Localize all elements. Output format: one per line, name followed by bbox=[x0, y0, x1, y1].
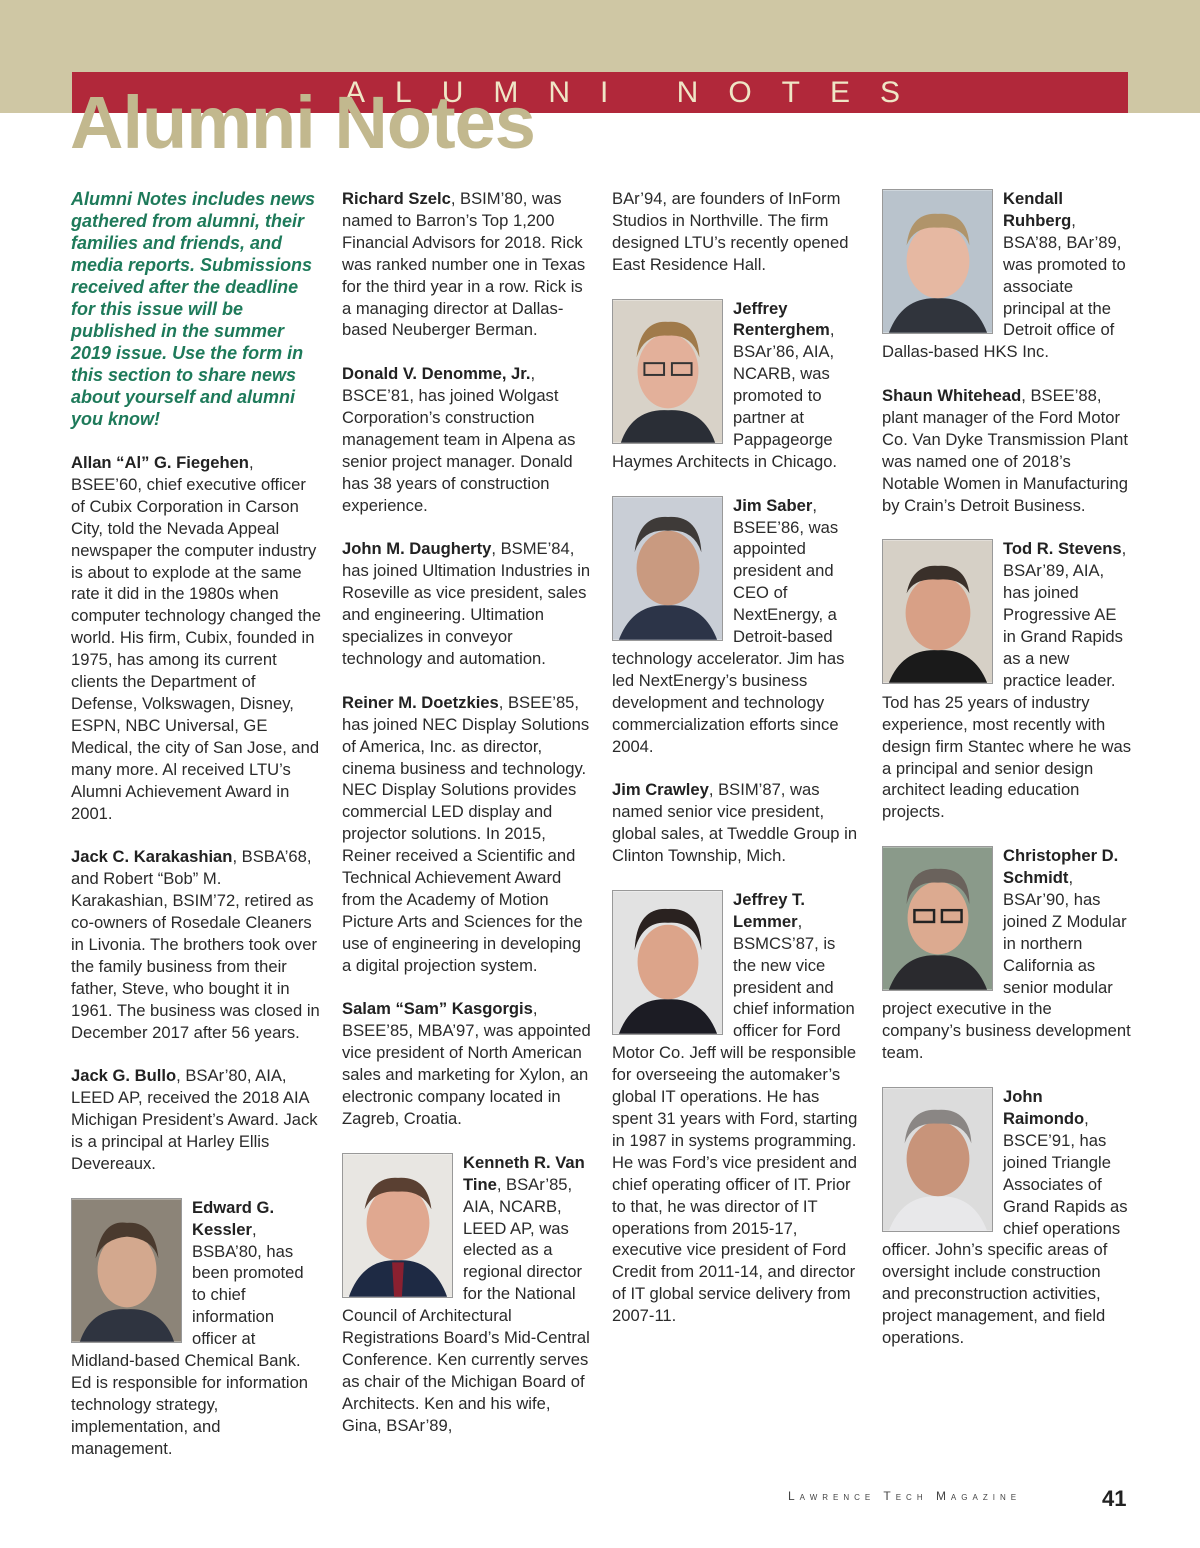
entry-text: , BSAr’90, has joined Z Modular in northern California as senior modular project executive in the company’s business development team. bbox=[882, 868, 1131, 1063]
entry-text: , BSAr’89, AIA, has joined Progressive AE in Grand Rapids as a new practice leader. Tod has 25 years of industry experience, most recently with design firm Stantec where he was a principal and senior design architect leading education projects. bbox=[882, 539, 1132, 822]
entry-text: , BSCE’91, has joined Triangle Associates of Grand Rapids as chief operations officer. John’s specific areas of oversight include construction and preconstruction activities, project management, and field operations. bbox=[882, 1109, 1128, 1348]
entry-name: Kenneth R. Van Tine bbox=[463, 1152, 585, 1194]
entry-vantine bbox=[342, 1152, 592, 1437]
entry-name: Donald V. Denomme, Jr. bbox=[342, 364, 531, 384]
entry-text: , BSEE’88, plant manager of the Ford Motor Co. Van Dyke Transmission Plant was named one of 2018’s Notable Women in Manufacturing by Crain’s Detroit Business. bbox=[882, 386, 1128, 515]
entry-renterghem bbox=[612, 298, 862, 473]
intro-text: Alumni Notes includes news gathered from alumni, their families and friends, and media reports. Submissions received after the deadline for this issue will be published in the summer 2019 issue. Use the form in this section to share news about yourself and alumni you know! bbox=[71, 189, 316, 429]
entry-text: , BSAr’86, AIA, NCARB, was promoted to partner at Pappageorge Haymes Architects in Chicago. bbox=[612, 320, 838, 471]
entry-name: Jim Saber bbox=[733, 495, 813, 515]
entry-name: Jack G. Bullo bbox=[71, 1066, 177, 1086]
portrait-photo-renterghem bbox=[612, 299, 723, 444]
entry-lemmer bbox=[612, 889, 862, 1327]
entry-crawley bbox=[612, 779, 862, 867]
portrait-renterghem-image bbox=[613, 300, 722, 443]
entry-text: , BSA’88, BAr’89, was promoted to associate principal at the Detroit office of Dallas-based HKS Inc. bbox=[882, 210, 1126, 362]
page-title: Alumni Notes bbox=[70, 81, 535, 164]
entry-text: , BSIM’80, was named to Barron’s Top 1,200 Financial Advisors for 2018. Rick was ranked number one in Texas for the third year in a row. Rick is a managing director at Dallas-based Neuberger Berman. bbox=[342, 189, 586, 340]
entry-name: Jeffrey Renterghem bbox=[733, 298, 830, 340]
entry-name: Kendall Ruhberg bbox=[1003, 189, 1072, 230]
entry-raimondo bbox=[882, 1086, 1132, 1349]
entry-saber bbox=[612, 495, 862, 758]
column-3 bbox=[612, 188, 862, 1327]
entry-whitehead bbox=[882, 385, 1132, 516]
entry-text: , BSEE’60, chief executive officer of Cubix Corporation in Carson City, told the Nevada Appeal newspaper the computer industry is about to explode at the same rate it did in the 1980s when computer technology changed the world. His firm, Cubix, founded in 1975, has among its current clients the Department of Defense, Volkswagen, Disney, ESPN, NBC Universal, GE Medical, the city of San Jose, and many more. Al received LTU’s Alumni Achievement Award in 2001. bbox=[71, 453, 322, 823]
column-2 bbox=[342, 188, 592, 1437]
entry-name: Tod R. Stevens bbox=[1003, 539, 1122, 559]
portrait-photo-saber bbox=[612, 496, 723, 641]
entry-name: Christopher D. Schmidt bbox=[1003, 846, 1119, 888]
section-spaced-title: ALUMNI NOTES bbox=[345, 76, 931, 109]
entry-doetzkies bbox=[342, 692, 592, 977]
entry-schmidt bbox=[882, 845, 1132, 1064]
entry-text: , BSAr’80, AIA, LEED AP, received the 2018 AIA Michigan President’s Award. Jack is a principal at Harley Ellis Devereaux. bbox=[71, 1066, 318, 1173]
entry-text: , BSMCS’87, is the new vice president and chief information officer for Ford Motor Co. Jeff will be responsible for overseeing the automaker’s global IT operations. He has spent 31 years with Ford, starting in 1987 in systems programming. He was Ford’s vice president and chief operating officer of IT. Prior to that, he was director of IT operations from 2015-17, executive vice president of Ford Credit from 2011-14, and director of IT global service delivery from 2007-11. bbox=[612, 911, 858, 1326]
entry-daugherty bbox=[342, 538, 592, 669]
entry-stevens bbox=[882, 538, 1132, 823]
portrait-kessler-image bbox=[72, 1199, 181, 1342]
portrait-photo-ruhberg bbox=[882, 189, 993, 334]
page-number: 41 bbox=[1102, 1486, 1127, 1511]
entry-text: , BSIM’87, was named senior vice president, global sales, at Tweddle Group in Clinton Township, Mich. bbox=[612, 780, 858, 866]
entry-name: Shaun Whitehead bbox=[882, 386, 1022, 406]
entry-name: John M. Daugherty bbox=[342, 539, 492, 559]
portrait-vantine-image bbox=[343, 1154, 452, 1297]
portrait-photo-kessler bbox=[71, 1198, 182, 1343]
entry-name: John Raimondo bbox=[1003, 1087, 1085, 1128]
portrait-photo-raimondo bbox=[882, 1087, 993, 1232]
entry-szelc bbox=[342, 188, 592, 341]
entry-vantine-continued: BAr’94, are founders of InForm Studios in Northville. The firm designed LTU’s recently opened East Residence Hall. bbox=[612, 189, 849, 274]
entry-text: , BSCE’81, has joined Wolgast Corporation’s construction management team in Alpena as senior project manager. Donald has 38 years of construction experience. bbox=[342, 364, 576, 515]
column-1 bbox=[71, 188, 321, 1460]
entry-text: , BSBA’80, has been promoted to chief information officer at Midland-based Chemical Bank. Ed is responsible for information technology strategy, implementation, and management. bbox=[71, 1219, 309, 1458]
entry-text: , BSBA’68, and Robert “Bob” M. Karakashian, BSIM’72, retired as co-owners of Rosedale Cleaners in Livonia. The brothers took over the family business from their father, Steve, who bought it in 1961. The business was closed in December 2017 after 56 years. bbox=[71, 847, 320, 1042]
entry-bullo bbox=[71, 1065, 321, 1175]
portrait-raimondo-image bbox=[883, 1088, 992, 1231]
portrait-photo-vantine bbox=[342, 1153, 453, 1298]
portrait-photo-lemmer bbox=[612, 890, 723, 1035]
entry-kasgorgis bbox=[342, 998, 592, 1129]
entry-ruhberg bbox=[882, 188, 1132, 363]
portrait-ruhberg-image bbox=[883, 190, 992, 333]
entry-name: Jack C. Karakashian bbox=[71, 847, 233, 867]
entry-name: Jim Crawley bbox=[612, 780, 709, 800]
entry-denomme bbox=[342, 363, 592, 516]
portrait-saber-image bbox=[613, 497, 722, 640]
entry-name: Richard Szelc bbox=[342, 189, 451, 208]
entry-text: , BSEE’86, was appointed president and CEO of NextEnergy, a Detroit-based technology accelerator. Jim has led NextEnergy’s business development and technology commercialization efforts since 2004. bbox=[612, 495, 845, 756]
portrait-photo-stevens bbox=[882, 539, 993, 684]
entry-karakashian bbox=[71, 846, 321, 1043]
entry-fiegehen bbox=[71, 452, 321, 824]
entry-name: Edward G. Kessler bbox=[192, 1197, 275, 1239]
portrait-stevens-image bbox=[883, 540, 992, 683]
portrait-schmidt-image bbox=[883, 847, 992, 990]
entry-name: Allan “Al” G. Fiegehen bbox=[71, 453, 249, 472]
entry-text: , BSAr’85, AIA, NCARB, LEED AP, was elected as a regional director for the National Council of Architectural Registrations Board’s Mid-Central Conference. Ken currently serves as chair of the Michigan Board of Architects. Ken and his wife, Gina, BSAr’89, bbox=[342, 1174, 590, 1435]
portrait-photo-schmidt bbox=[882, 846, 993, 991]
magazine-name: Lawrence Tech Magazine bbox=[788, 1489, 1022, 1503]
entry-text: , BSEE’85, MBA’97, was appointed vice president of North American sales and marketing for Xylon, an electronic company located in Zagreb, Croatia. bbox=[342, 999, 591, 1128]
column-4 bbox=[882, 188, 1132, 1349]
entry-kessler bbox=[71, 1197, 321, 1460]
entry-text: , BSME’84, has joined Ultimation Industries in Roseville as vice president, sales and engineering. Ultimation specializes in conveyor technology and automation. bbox=[342, 539, 591, 668]
entry-name: Salam “Sam” Kasgorgis bbox=[342, 999, 533, 1019]
entry-text: , BSEE’85, has joined NEC Display Solutions of America, Inc. as director, cinema business and technology. NEC Display Solutions provides commercial LED display and projector solutions. In 2015, Reiner received a Scientific and Technical Achievement Award from the Academy of Motion Picture Arts and Sciences for the use of engineering in developing a digital projection system. bbox=[342, 692, 590, 975]
entry-name: Jeffrey T. Lemmer bbox=[733, 889, 805, 931]
entry-name: Reiner M. Doetzkies bbox=[342, 692, 499, 712]
portrait-lemmer-image bbox=[613, 891, 722, 1034]
